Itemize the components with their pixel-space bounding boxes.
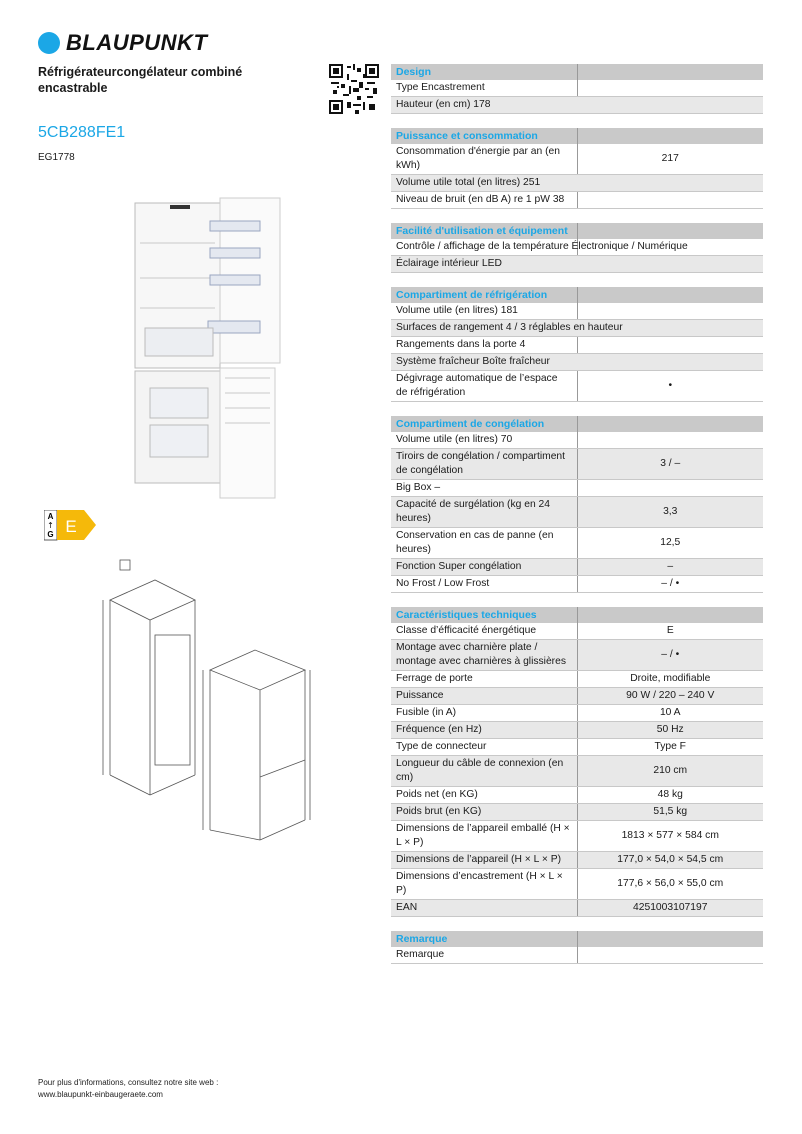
spec-table [391,607,763,917]
spec-row [391,175,763,192]
spec-label: Volume utile (en litres) 70 [391,432,763,449]
section-header-value [577,128,763,144]
spec-label: Rangements dans la porte 4 [391,337,763,354]
spec-label: Poids net (en KG) [391,787,577,804]
energy-scale-arrow-icon: ↑ [47,521,54,530]
product-code: EG1778 [38,152,75,163]
spec-label: Big Box – [391,480,763,497]
spec-label: Puissance [391,688,577,705]
spec-value: 210 cm [577,756,763,787]
spec-value: 48 kg [577,787,763,804]
spec-value: 3,3 [577,497,763,528]
spec-label: Tiroirs de congélation / compartiment de congélation [391,449,577,480]
footer-info-text: Pour plus d'informations, consultez notre site web : [38,1078,219,1087]
spec-value: 177,0 × 54,0 × 54,5 cm [577,852,763,869]
spec-label: Volume utile total (en litres) 251 [391,175,763,192]
spec-row [391,256,763,273]
spec-value: Type F [577,739,763,756]
spec-table [391,416,763,593]
spec-row [391,480,763,497]
spec-label: Classe d’éfficacité énergétique [391,623,577,640]
spec-value: 12,5 [577,528,763,559]
spec-row [391,371,763,402]
spec-value: 3 / – [577,449,763,480]
spec-row [391,739,763,756]
spec-row [391,528,763,559]
spec-row [391,239,763,256]
spec-value: – [577,559,763,576]
spec-row [391,303,763,320]
energy-scale-top: A [47,512,54,521]
energy-label [44,510,104,542]
spec-value: 1813 × 577 × 584 cm [577,821,763,852]
spec-row [391,449,763,480]
spec-label: Poids brut (en KG) [391,804,577,821]
spec-label: Remarque [391,947,763,964]
spec-table [391,64,763,114]
spec-label: Type de connecteur [391,739,577,756]
section-header-value [577,416,763,432]
spec-label: No Frost / Low Frost [391,576,577,593]
spec-section [391,416,763,593]
section-title: Compartiment de congélation [391,416,577,432]
spec-row [391,947,763,964]
section-title: Compartiment de réfrigération [391,287,577,303]
product-title: Réfrigérateurcongélateur combiné encastrable [38,65,243,95]
spec-label: EAN [391,900,577,917]
section-title: Facilité d'utilisation et équipement [391,223,577,239]
spec-value: – / • [577,576,763,593]
spec-row [391,852,763,869]
section-title: Puissance et consommation [391,128,577,144]
spec-section [391,607,763,917]
spec-label: Niveau de bruit (en dB A) re 1 pW 38 [391,192,763,209]
spec-section [391,223,763,273]
section-title: Caractéristiques techniques [391,607,577,623]
spec-table [391,223,763,273]
spec-section [391,128,763,209]
spec-label: Fusible (in A) [391,705,577,722]
spec-value: 50 Hz [577,722,763,739]
spec-section [391,64,763,114]
spec-value: 90 W / 220 – 240 V [577,688,763,705]
dimension-drawing [95,545,325,845]
spec-label: Hauteur (en cm) 178 [391,97,763,114]
spec-row [391,688,763,705]
spec-row [391,821,763,852]
section-header-value [577,607,763,623]
spec-value: 10 A [577,705,763,722]
spec-row [391,640,763,671]
section-title: Remarque [391,931,577,947]
spec-label: Volume utile (en litres) 181 [391,303,763,320]
spec-row [391,497,763,528]
section-title: Design [391,64,577,80]
spec-row [391,804,763,821]
spec-row [391,576,763,593]
spec-row [391,144,763,175]
section-header-value [577,287,763,303]
spec-label: Conservation en cas de panne (en heures) [391,528,577,559]
footer [38,1077,218,1101]
spec-table [391,128,763,209]
spec-value: Droite, modifiable [577,671,763,688]
spec-label: Type Encastrement [391,80,763,97]
energy-class: E [65,517,77,536]
logo-dot-icon [38,32,60,54]
spec-row [391,787,763,804]
spec-label: Longueur du câble de connexion (en cm) [391,756,577,787]
spec-value: 177,6 × 56,0 × 55,0 cm [577,869,763,900]
spec-label: Dégivrage automatique de l’espace de réfrigération [391,371,577,402]
spec-row [391,320,763,337]
spec-row [391,705,763,722]
section-header-value [577,931,763,947]
spec-row [391,671,763,688]
spec-row [391,97,763,114]
energy-scale-bottom: G [47,530,54,539]
spec-value: • [577,371,763,402]
spec-row [391,900,763,917]
spec-value: 51,5 kg [577,804,763,821]
spec-label: Contrôle / affichage de la température Électronique / Numérique [391,239,763,256]
section-header-value [577,223,763,239]
spec-label: Montage avec charnière plate / montage avec charnières à glissières [391,640,577,671]
spec-row [391,722,763,739]
spec-row [391,354,763,371]
spec-label: Fonction Super congélation [391,559,577,576]
spec-label: Surfaces de rangement 4 / 3 réglables en hauteur [391,320,763,337]
spec-label: Ferrage de porte [391,671,577,688]
qr-code-icon [329,64,379,114]
spec-label: Capacité de surgélation (kg en 24 heures) [391,497,577,528]
spec-row [391,623,763,640]
footer-website-link[interactable]: www.blaupunkt-einbaugeraete.com [38,1090,163,1099]
section-header-value [577,64,763,80]
spec-label: Dimensions de l’appareil emballé (H × L × P) [391,821,577,852]
spec-row [391,559,763,576]
spec-section [391,287,763,402]
spec-value: 4251003107197 [577,900,763,917]
spec-table [391,287,763,402]
spec-label: Fréquence (en Hz) [391,722,577,739]
product-model: 5CB288FE1 [38,124,126,141]
spec-label: Consommation d'énergie par an (en kWh) [391,144,577,175]
spec-row [391,192,763,209]
spec-row [391,869,763,900]
spec-value: – / • [577,640,763,671]
spec-value: 217 [577,144,763,175]
spec-row [391,756,763,787]
spec-row [391,337,763,354]
spec-label: Système fraîcheur Boîte fraîcheur [391,354,763,371]
spec-label: Dimensions d’encastrement (H × L × P) [391,869,577,900]
product-image [130,193,285,503]
spec-section [391,931,763,964]
specifications-panel [391,64,763,978]
spec-value: E [577,623,763,640]
spec-row [391,432,763,449]
spec-label: Dimensions de l’appareil (H × L × P) [391,852,577,869]
brand-logo [38,30,207,56]
brand-name: BLAUPUNKT [66,30,208,55]
spec-table [391,931,763,964]
spec-label: Éclairage intérieur LED [391,256,763,273]
spec-row [391,80,763,97]
